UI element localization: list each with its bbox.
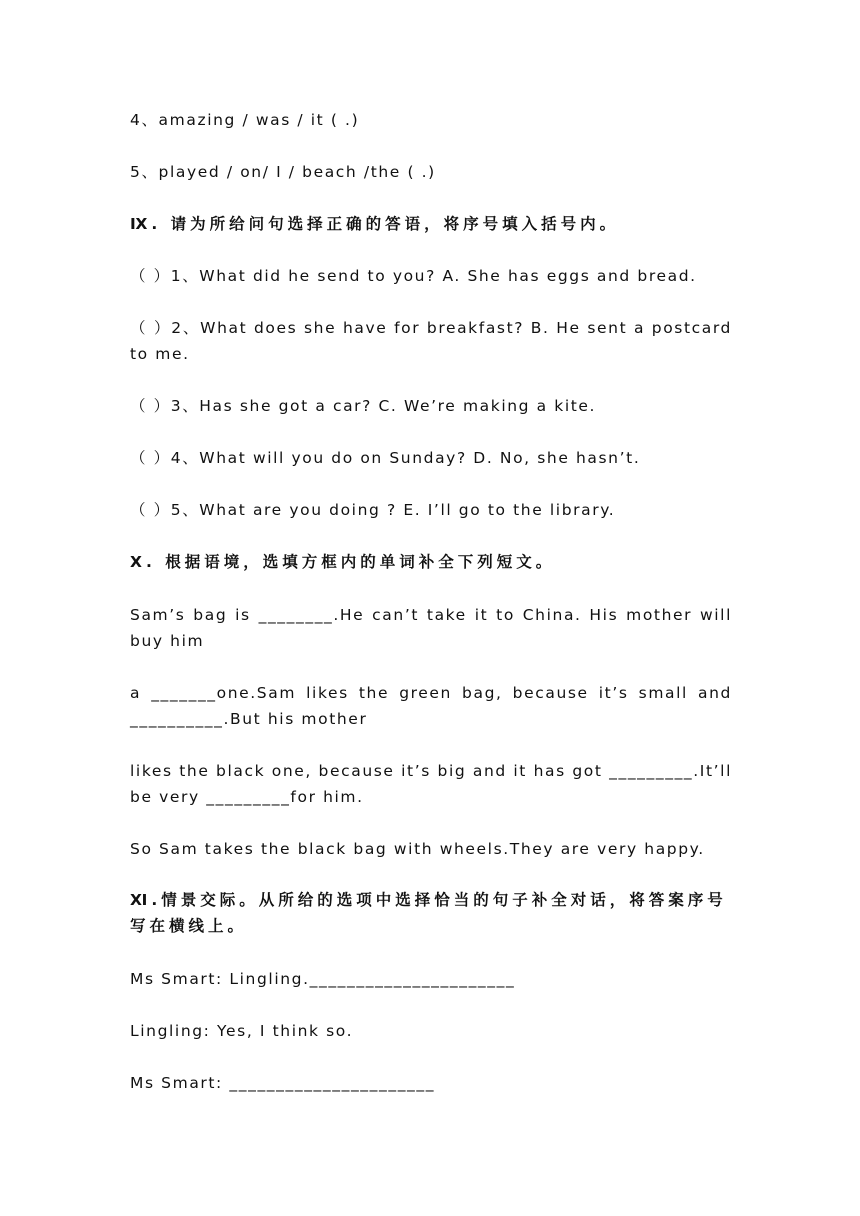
- match-question-4: （ ）4、What will you do on Sunday? D. No, she hasn’t.: [130, 449, 641, 467]
- dialogue-line-1: Ms Smart: Lingling.______________________: [130, 970, 516, 988]
- section-9-heading: Ⅸ. 请为所给问句选择正确的答语，将序号填入括号内。: [130, 215, 620, 233]
- match-question-3: （ ）3、Has she got a car? C. We’re making a kite.: [130, 397, 597, 415]
- match-question-2: （ ）2、What does she have for breakfast? B. He sent a postcard to me.: [130, 319, 732, 363]
- dialogue-line-3: Ms Smart: ______________________: [130, 1074, 436, 1092]
- section-11-heading: Ⅺ.情景交际。从所给的选项中选择恰当的句子补全对话，将答案序号写在横线上。: [130, 891, 727, 935]
- passage-paragraph-2: a _______one.Sam likes the green bag, because it’s small and __________.But his mother: [130, 684, 732, 728]
- passage-paragraph-1: Sam’s bag is ________.He can’t take it to China. His mother will buy him: [130, 606, 732, 650]
- dialogue-line-2: Lingling: Yes, I think so.: [130, 1022, 354, 1040]
- passage-paragraph-4: So Sam takes the black bag with wheels.They are very happy.: [130, 840, 705, 858]
- section-10-heading: Ⅹ. 根据语境，选填方框内的单词补全下列短文。: [130, 553, 556, 571]
- reorder-item-5: 5、played / on/ I / beach /the ( .): [130, 163, 436, 181]
- passage-paragraph-3: likes the black one, because it’s big and it has got _________.It’ll be very _________for him.: [130, 762, 732, 806]
- match-question-1: （ ）1、What did he send to you? A. She has eggs and bread.: [130, 267, 697, 285]
- match-question-5: （ ）5、What are you doing ? E. I’ll go to the library.: [130, 501, 616, 519]
- reorder-item-4: 4、amazing / was / it ( .): [130, 111, 360, 129]
